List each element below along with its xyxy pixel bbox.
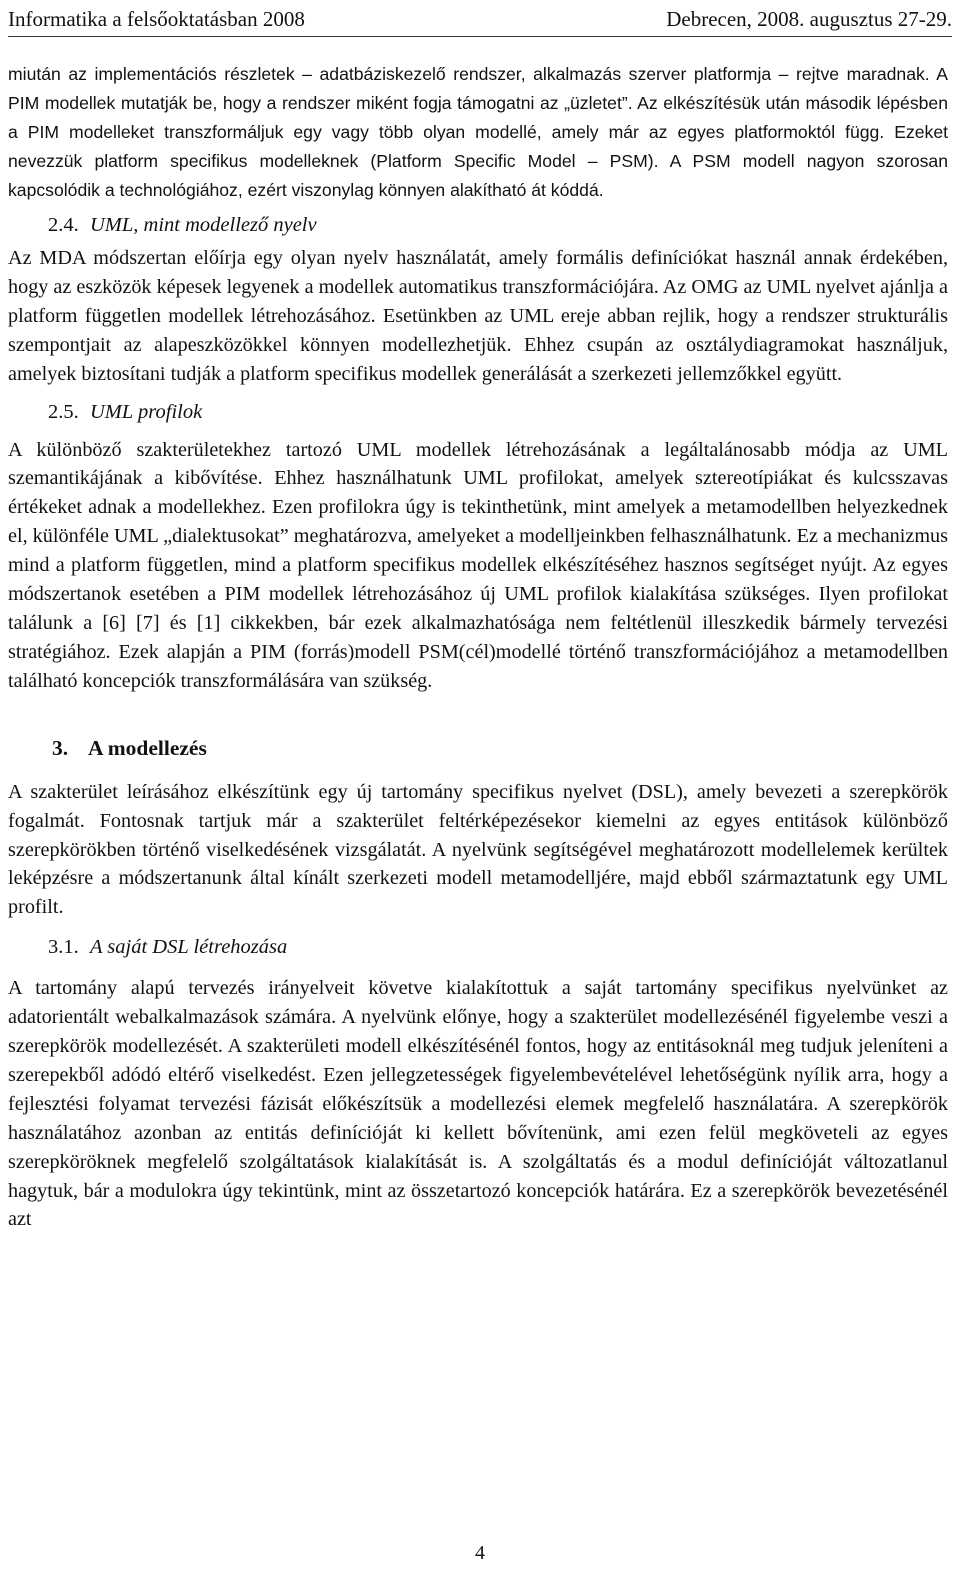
section-number: 2.4. [48, 214, 79, 236]
running-header [8, 2, 952, 37]
chapter-number: 3. [52, 735, 69, 760]
section-heading-3-1 [48, 932, 948, 962]
section-heading-2-5 [48, 397, 948, 427]
section-number: 3.1. [48, 936, 79, 959]
section-title: UML, mint modellező nyelv [90, 214, 317, 236]
header-date-location: Debrecen, 2008. augusztus 27-29. [666, 6, 952, 31]
paragraph-modelling: A szakterület leírásához elkészítünk egy új tartomány specifikus nyelvet (DSL), amely bevezeti a szerepkörök fogalmát. Fontosnak tartjuk már a szakterület feltérképezésekor kiemelni az egyes entitások különböző szerepkörökben történő viselkedésének vizsgálatát. A nyelvünk segítségével meghatározott modellelemek kerültek leképzésre a módszertanunk által kínált szerkezeti modell metamodelljére, majd ebből származtatunk egy UML profilt. [8, 780, 948, 919]
paragraph-uml-language: Az MDA módszertan előírja egy olyan nyelv használatát, amely formális definíciókat használ annak érdekében, hogy az eszközök képesek legyenek a modellek automatikus transzformációjára. Az OMG az UML nyelvet ajánlja a platform független modellek létrehozásához. Esetünkben az UML ereje abban rejlik, hogy a rendszer strukturális szempontjait az alapeszközökkel könnyen modellezhetjük. Ehhez csupán az osztálydiagramokat használjuk, amelyek biztosítani tudják a platform specifikus modellek generálását a szerkezeti jellemzőkkel együtt. [8, 247, 948, 385]
paragraph-mda-psm: miután az implementációs részletek – adatbáziskezelő rendszer, alkalmazás szerver platformja – rejtve maradnak. A PIM modellek mutatják be, hogy a rendszer miként fogja támogatni az „üzletet”. Az elkészítésük után második lépésben a PIM modelleket transzformáljuk egy vagy több olyan modellé, amely már az egyes platformoktól függ. Ezeket nevezzük platform specifikus modelleknek (Platform Specific Model – PSM). A PSM modell nagyon szorosan kapcsolódik a technológiához, ezért viszonylag könnyen alakítható át kóddá. [8, 64, 948, 200]
section-title: UML profilok [90, 400, 203, 423]
section-number: 2.5. [48, 400, 79, 423]
chapter-heading-3 [52, 730, 948, 766]
section-title: A saját DSL létrehozása [90, 936, 288, 959]
page-number: 4 [475, 1542, 485, 1564]
section-heading-2-4 [48, 210, 948, 240]
header-conference: Informatika a felsőoktatásban 2008 [8, 6, 305, 31]
paragraph-uml-profiles: A különböző szakterületekhez tartozó UML modellek létrehozásának a legáltalánosabb módja az UML szemantikájának a kibővítése. Ehhez használhatunk UML profilokat, amelyek sztereotípiákat és kulcsszavas értékeket adnak a modellekhez. Ezen profilokra úgy is tekinthetünk, mint amelyek a metamodellben helyezkednek el, különféle UML „dialektusokat” meghatározva, amelyeket a modelljeinkben felhasználhatunk. Ez a mechanizmus mind a platform független, mind a platform specifikus modellek elkészítéséhez hasznos segítséget nyújt. Az egyes módszertanok esetében a PIM modellek létrehozásához új UML profilok kialakítása szükséges. Ilyen profilokat találunk a [6] [7] és [1] cikkekben, bár ezek alkalmazhatósága nem feltétlenül illeszkedik bármely tervezési stratégiához. Ezek alapján a PIM (forrás)modell PSM(cél)modellé történő transzformációjához a metamodellben található koncepciók transzformálására van szükség. [8, 438, 948, 692]
page-body [8, 60, 948, 1234]
paragraph-dsl: A tartomány alapú tervezés irányelveit követve kialakítottuk a saját tartomány specifikus nyelvünket az adatorientált webalkalmazások számára. A nyelvünk előnye, hogy a szakterület modellezésénél figyelembe veszi a szerepkörök modellezését. A szakterületi modell elkészítésénél fontos, hogy az entitásoknál meg tudjuk jeleníteni a szerepekből adódó eltérő viselkedést. Ezen jellegzetességek figyelembevételével lehetőségünk nyílik arra, hogy a fejlesztési folyamat tervezési fázisát előkészítsük a modellezési elemek megfelelő használatára. A szerepkörök használatához azonban az entitás definícióját ki kellett bővítenünk, ami ezen felül megköveteli az egyes szerepköröknek megfelelő szolgáltatások kialakítását is. A szolgáltatás és a modul definícióját változatlanul hagytuk, bár a modulokra úgy tekintünk, mint az összetartozó koncepciók határára. Ez a szerepkörök bevezetésénél azt [8, 977, 948, 1231]
chapter-title: A modellezés [88, 735, 207, 760]
